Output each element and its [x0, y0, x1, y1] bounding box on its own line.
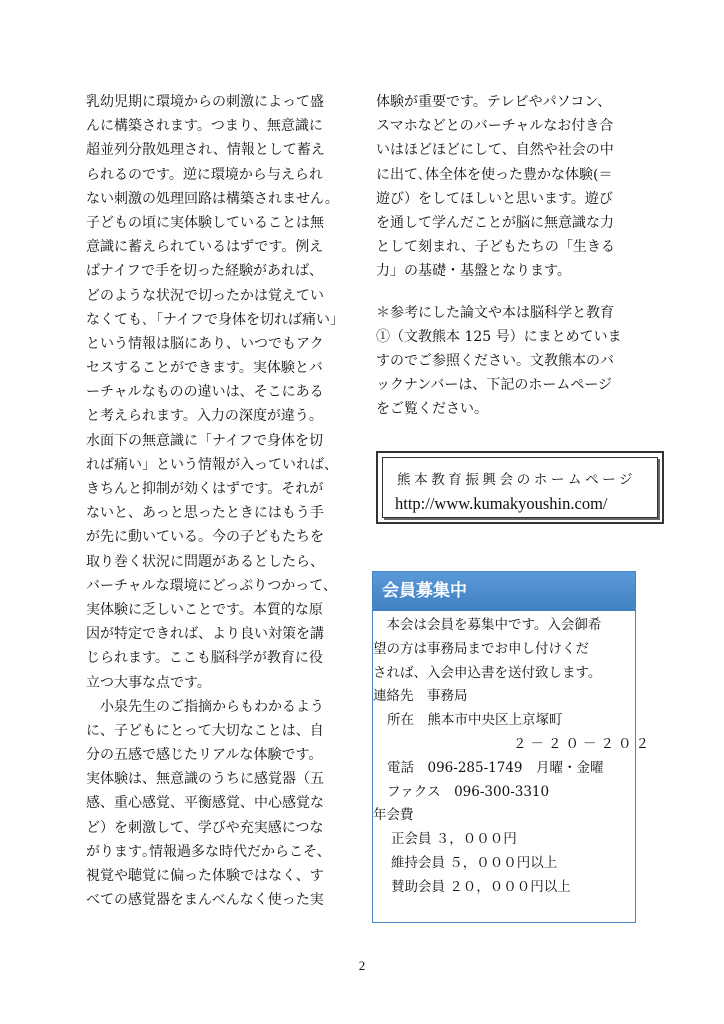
text-line: として刻まれ、子どもたちの「生きる: [376, 239, 615, 256]
fee-amount: ３，０００円: [435, 831, 517, 848]
homepage-box: [376, 451, 664, 524]
phone-line: 電話 096-285-1749 月曜・金曜: [387, 759, 604, 776]
text-line: 立つ大事な点です。: [86, 674, 211, 691]
text-line: どのような状況で切ったかは覚えてい: [86, 287, 324, 304]
text-line: きちんと抑制が効くはずです。それが: [86, 481, 324, 497]
member-intro-line: 本会は会員を募集中です。入会御希: [373, 617, 602, 633]
member-intro-line: されば、入会申込書を送付致します。: [373, 664, 602, 681]
address-line: 所在 熊本市中央区上京塚町: [387, 712, 563, 729]
text-line: じられます。ここも脳科学が教育に役: [86, 650, 323, 667]
text-line: ないと、あっと思ったときにはもう手: [86, 505, 324, 522]
text-line: 視覚や聴覚に偏った体験ではなく、す: [86, 868, 324, 884]
text-line: られるのです。逆に環境から与えられ: [86, 166, 323, 183]
text-line: れば痛い」という情報が入っていれば、: [86, 456, 338, 473]
text-line: バーチャルな環境にどっぷりつかって、: [86, 577, 338, 594]
text-line: なくても､「ナイフで身体を切れば痛い」: [86, 311, 345, 328]
contact-label: 連絡先 事務局: [373, 688, 468, 705]
text-line: 小泉先生のご指摘からもわかるよう: [86, 698, 324, 715]
homepage-box-inner: [382, 457, 658, 518]
text-line: 取り巻く状況に問題があるとしたら、: [86, 553, 324, 570]
text-line: ーチャルなものの違いは、そこにある: [86, 384, 324, 401]
member-intro-line: 望の方は事務局までお申し付けくだ: [373, 640, 589, 657]
text-line: 水面下の無意識に「ナイフで身体を切: [86, 432, 324, 449]
text-line: ない刺激の処理回路は構築されません。: [86, 190, 339, 207]
address-number: ２－２０－２０２: [513, 735, 653, 752]
text-line: がります｡情報過多な時代だからこそ、: [86, 843, 331, 860]
note-line: ①（文教熊本 125 号）にまとめていま: [376, 328, 622, 345]
text-line: 超並列分散処理され、情報として蓄え: [86, 142, 325, 159]
text-line: 意識に蓄えられているはずです。例え: [86, 239, 324, 256]
text-line: を通して学んだことが脳に無意識な力: [376, 214, 614, 231]
text-line: 実体験に乏しいことです。本質的な原: [86, 601, 323, 618]
fee-row: [373, 876, 635, 900]
text-line: と考えられます。入力の深度が違う。: [86, 408, 323, 425]
text-line: 感、重心感覚、平衡感覚、中心感覚な: [86, 795, 324, 812]
note-line: すのでご参照ください。文教熊本のバ: [376, 352, 614, 369]
fee-row: [373, 828, 635, 852]
text-line: んに構築されます。つまり、無意識に: [86, 118, 323, 135]
homepage-url-link[interactable]: http://www.kumakyoushin.com/: [395, 494, 608, 513]
left-column: [86, 90, 354, 912]
text-line: 遊び）をしてほしいと思います。遊び: [376, 190, 613, 207]
fee-amount: ５，０００円以上: [449, 854, 558, 871]
member-body: [373, 611, 653, 900]
text-line: スマホなどとのバーチャルなお付き合: [376, 118, 614, 135]
fee-type: 正会員: [391, 831, 432, 848]
text-line: 乳幼児期に環境からの刺激によって盛: [86, 94, 324, 110]
note-line: ックナンバーは、下記のホームページ: [376, 377, 613, 394]
homepage-title: 熊本教育振興会のホームページ: [397, 472, 637, 488]
text-line: べての感覚器をまんべんなく使った実: [86, 892, 324, 909]
fee-type: 維持会員: [391, 854, 445, 871]
fee-type: 賛助会員: [391, 878, 445, 895]
reference-note: [376, 301, 644, 422]
fee-row: [373, 852, 635, 876]
fee-amount: ２０，０００円以上: [449, 878, 571, 895]
page-number: 2: [358, 958, 366, 973]
fax-line: ファクス 096-300-3310: [387, 783, 550, 800]
text-line: ど）を刺激して、学びや充実感につな: [86, 819, 324, 836]
text-line: に、子どもにとって大切なことは、自: [86, 722, 324, 739]
member-header: 会員募集中: [373, 572, 635, 611]
text-line: 子どもの頃に実体験していることは無: [86, 214, 324, 231]
text-line: 力」の基礎・基盤となります。: [376, 263, 571, 280]
text-line: セスすることができます。実体験とバ: [86, 360, 323, 377]
text-line: が先に動いている。今の子どもたちを: [86, 529, 324, 546]
right-column: [376, 90, 644, 421]
member-recruitment-box: [372, 571, 653, 923]
note-line: をご覧ください。: [376, 401, 488, 418]
fee-label: 年会費: [373, 807, 414, 824]
text-line: 分の五感で感じたリアルな体験です。: [86, 747, 323, 764]
text-line: 体験が重要です。テレビやパソコン、: [376, 94, 612, 110]
text-line: 実体験は、無意識のうちに感覚器（五: [86, 771, 324, 788]
text-line: ばナイフで手を切った経験があれば、: [86, 263, 324, 280]
text-line: に出て､体全体を使った豊かな体験(＝: [376, 166, 613, 183]
text-line: という情報は脳にあり、いつでもアク: [86, 335, 324, 352]
note-line: ＊参考にした論文や本は脳科学と教育: [376, 304, 614, 321]
text-line: 因が特定できれば、より良い対策を講: [86, 626, 324, 643]
text-line: いはほどほどにして、自然や社会の中: [376, 142, 614, 159]
